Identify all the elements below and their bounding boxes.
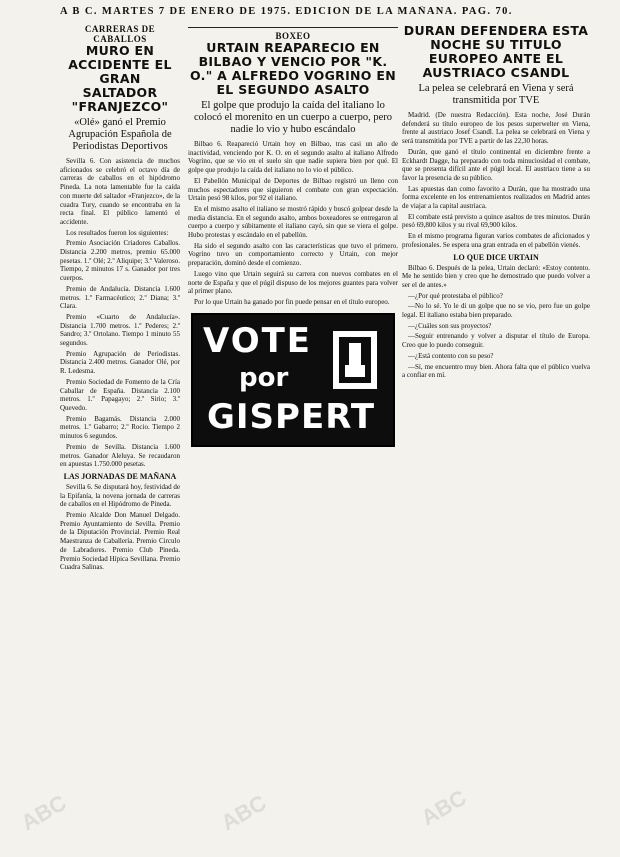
paragraph: —¿Cuáles son sus proyectos?: [408, 321, 492, 330]
ad-line-vote: VOTE: [203, 320, 313, 361]
paragraph: El combate está previsto a quince asaltos de tres minutos. Durán pesó 69,800 kilos y su rival 69,900 kilos.: [402, 212, 590, 230]
column-duran: [402, 24, 590, 382]
paragraph: —No lo sé. Yo le di un golpe que no se vio, pero fue un golpe legal. El italiano estaba bien preparado.: [402, 302, 590, 320]
divider: [188, 27, 398, 28]
paragraph: El Pabellón Municipal de Deportes de Bilbao registró un lleno con muchos espectadores que siguieron el combate con gran expectación. Urtain pesó 98 kilos, por 92 el italiano.: [188, 176, 398, 203]
column-boxing-urtain: [188, 24, 398, 451]
watermark-logo: ABC: [416, 784, 471, 831]
paragraph: Madrid. (De nuestra Redacción). Esta noche, José Durán defenderá su título europeo de los pesos superwelter en Viena, frente al austriaco Josef Csandl. La pelea se celebrará en Viena y será transmitida por TVE a partir de las 22,30 horas.: [402, 111, 590, 146]
paragraph: Los resultados fueron los siguientes:: [66, 228, 169, 237]
subhead: LAS JORNADAS DE MAÑANA: [63, 471, 177, 481]
paragraph: Ha sido el segundo asalto con las características que tuvo el primero. Vogrino tuvo un comportamiento correcto y Urtain, con mejor preparación, dominó desde el comienzo.: [188, 241, 398, 268]
watermark-logo: ABC: [16, 789, 71, 836]
paragraph: —Sí, me encuentro muy bien. Ahora falta que el público vuelva a confiar en mí.: [402, 362, 590, 380]
paragraph: Bilbao 6. Después de la pelea, Urtain declaró: «Estoy contento. Me he sentido bien y creo que he demostrado que puedo volver a ser el de antes.»: [402, 263, 590, 289]
paragraph: Premio Agrupación de Periodistas. Distancia 2.400 metros. Ganador Olé, por R. Ledesma.: [60, 349, 180, 376]
paragraph: Premio Alcalde Don Manuel Delgado. Premio Ayuntamiento de Sevilla. Premio de la Diputación Provincial. Premio Real Maestranza de Caballería. Premio Circulo de Labradores. Premio Club Pineda. Premio Sociedad Hípica Sevillana. Premio Cuadra Salinas.: [60, 511, 180, 572]
paragraph: Luego vino que Urtain seguirá su carrera con nuevos combates en el norte de España y que el púgil dispuso de los mejores guantes para volver al primer plano.: [188, 269, 398, 296]
paragraph: Durán, que ganó el título continental en diciembre frente a Eckhardt Dagge, ha preparado con toda minuciosidad el combate, que se presenta difícil ante el púgil local. El austriaco tiene a su favor la presencia de su público.: [402, 147, 590, 182]
paragraph: —¿Está contento con su peso?: [408, 351, 494, 360]
ad-line-por: por: [239, 362, 289, 393]
paragraph: En el mismo asalto el italiano se mostró rápido y buscó golpear desde la media distancia. En el segundo asalto, ambos boxeadores se entregaron al cuerpo a cuerpo y súbitamente el italiano cayó, sin que se viera el golpe. Hubo protestas y escándalo en el pabellón.: [188, 204, 398, 240]
ad-line-gispert: GISPERT: [207, 396, 376, 437]
paragraph: Premio de Andalucía. Distancia 1.600 metros. 1.º Farmacéutico; 2.º Diana; 3.º Clara.: [60, 284, 180, 311]
paragraph: En el mismo programa figuran varios combates de aficionados y profesionales. Se espera una gran entrada en el pabellón vienés.: [402, 232, 590, 249]
column-horse-racing: [60, 24, 180, 574]
paragraph: Premio de Sevilla. Distancia 1.600 metros. Ganador Aleluya. Se recaudaron en apuestas 1.750.000 pesetas.: [60, 442, 180, 469]
paragraph: Sevilla 6. Con asistencia de muchos aficionados se celebró el octavo día de carreras de caballos en el hipódromo Pineda. La nota lamentable fue la caída con muerte del saltador «Franjezco», de la cuadra Tury, cuando se encontraba en la recta final. El público lamentó el accidente.: [60, 157, 180, 226]
paragraph: Premio Asociación Criadores Caballos. Distancia 2.200 metros, premio 65.000 pesetas. 1.º Olé; 2.º Aliquipe; 3.º Valeroso. Tiempo, 2 minutos 17 s. Ganador por tres cuerpos.: [60, 239, 180, 283]
deck: La pelea se celebrará en Viena y será transmitida por TVE: [418, 83, 574, 106]
article-body: [60, 157, 180, 469]
section-label: BOXEO: [275, 31, 311, 41]
paragraph: Premio Sociedad de Fomento de la Cría Caballar de España. Distancia 2.100 metros. 1.º Papagayo; 2.º Sirio; 3.º Quevedo.: [60, 377, 180, 412]
article-body-2: [60, 483, 180, 572]
headline: DURAN DEFENDERA ESTA NOCHE SU TITULO EUROPEO ANTE EL AUSTRIACO CSANDL: [403, 24, 589, 80]
paragraph: —¿Por qué protestaba el público?: [408, 291, 503, 300]
paragraph: Bilbao 6. Reapareció Urtain hoy en Bilbao, tras casi un año de inactividad, venciendo por K. O. en el segundo asalto al italiano Alfredo Vogrino, que se vio en el suelo sin que nadie supiera bien por qué. El golpe que produjo la caída del italiano no lo vio el público.: [188, 140, 398, 175]
article-body: [188, 140, 398, 307]
paragraph: —Seguir entrenando y volver a disputar el título de Europa. Creo que lo puedo conseguir.: [402, 332, 590, 350]
paragraph: Sevilla 6. Se disputará hoy, festividad de la Epifanía, la novena jornada de carreras de caballos en el Hipódromo de Pineda.: [60, 482, 180, 509]
deck: El golpe que produjo la caída del italiano lo colocó el morenito en un cuerpo a cuerpo, pero nadie lo vio y hubo escándalo: [194, 100, 392, 135]
paragraph: Premio «Cuarto de Andalucía». Distancia 1.700 metros. 1.º Pederes; 2.º Sandro; 3.º Ortolano. Tiempo 1 minuto 55 segundos.: [60, 312, 180, 348]
running-head: A B C. MARTES 7 DE ENERO DE 1975. EDICION DE LA MAÑANA. PAG. 70.: [60, 6, 513, 17]
vote-gispert-ad: [191, 313, 395, 447]
subhead: LO QUE DICE URTAIN: [453, 252, 539, 262]
paragraph: Premio Bagamás. Distancia 2.000 metros. 1.º Gabarro; 2.º Rocio. Tiempo 2 minutos 6 segundos.: [60, 414, 180, 441]
paragraph: Por lo que Urtain ha ganado por fin puede pensar en el título europeo.: [194, 297, 390, 306]
headline: URTAIN REAPARECIO EN BILBAO Y VENCIO POR "K. O." A ALFREDO VOGRINO EN EL SEGUNDO ASALTO: [190, 40, 396, 97]
article-body: [402, 111, 590, 250]
headline: MURO EN ACCIDENTE EL GRAN SALTADOR "FRANJEZCO": [68, 43, 172, 114]
watermark-logo: ABC: [216, 789, 271, 836]
paragraph: Las apuestas dan como favorito a Durán, que ha mostrado una forma excelente en los entrenamientos realizados en Madrid antes de viajar a la capital austriaca.: [402, 184, 590, 211]
article-body-2: [402, 264, 590, 380]
deck: «Olé» ganó el Premio Agrupación Española de Periodistas Deportivos: [68, 117, 172, 152]
fist-emblem-icon: [327, 325, 383, 395]
section-label: CARRERAS DE CABALLOS: [84, 24, 156, 44]
